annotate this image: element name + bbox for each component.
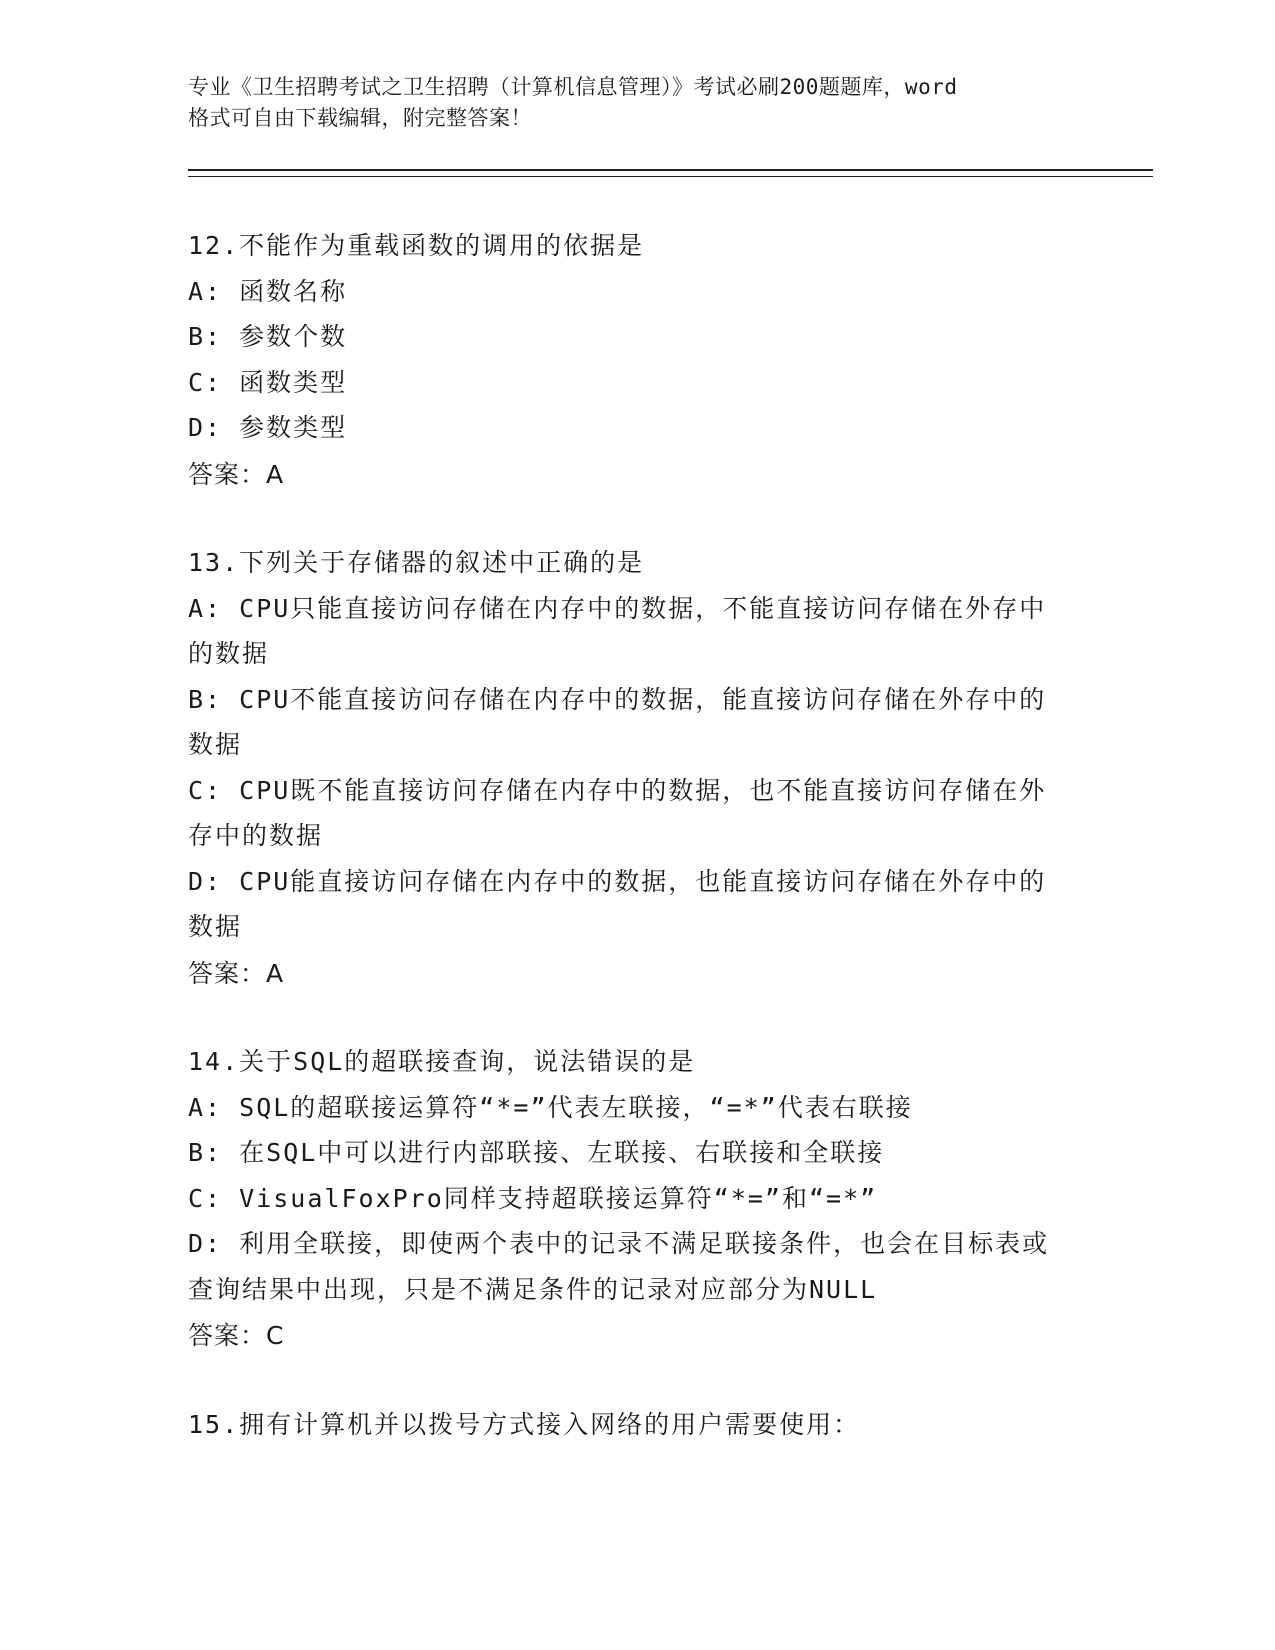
answer: 答案：C <box>188 1321 285 1350</box>
header-divider <box>188 169 1153 177</box>
question-12 <box>188 223 1148 497</box>
question-stem: 13.下列关于存储器的叙述中正确的是 <box>188 548 645 577</box>
option-d: D: CPU能直接访问存储在内存中的数据，也能直接访问存储在外存中的数据 <box>188 866 1047 941</box>
option-d: D: 利用全联接，即使两个表中的记录不满足联接条件，也会在目标表或查询结果中出现，只是不满足条件的记录对应部分为NULL <box>188 1229 1050 1304</box>
option-c: C: 函数类型 <box>188 367 348 397</box>
question-stem: 12.不能作为重载函数的调用的依据是 <box>188 231 645 260</box>
option-b: B: CPU不能直接访问存储在内存中的数据，能直接访问存储在外存中的数据 <box>188 684 1047 759</box>
question-stem: 15.拥有计算机并以拨号方式接入网络的用户需要使用： <box>188 1409 861 1439</box>
question-stem: 14.关于SQL的超联接查询，说法错误的是 <box>188 1047 696 1076</box>
question-list <box>188 223 1148 1447</box>
option-a: A: SQL的超联接运算符“*=”代表左联接，“=*”代表右联接 <box>188 1092 913 1122</box>
option-b: B: 在SQL中可以进行内部联接、左联接、右联接和全联接 <box>188 1138 885 1167</box>
question-15 <box>188 1402 1148 1448</box>
option-d: D: 参数类型 <box>188 413 348 442</box>
answer: 答案：A <box>188 459 285 489</box>
header-line-1: 专业《卫生招聘考试之卫生招聘（计算机信息管理）》考试必刷200题题库，word <box>188 75 958 99</box>
option-c: C: VisualFoxPro同样支持超联接运算符“*=”和“=*” <box>188 1183 878 1213</box>
document-page <box>188 72 1148 1447</box>
question-14 <box>188 1039 1148 1359</box>
option-b: B: 参数个数 <box>188 322 348 351</box>
document-header <box>188 72 1088 134</box>
option-a: A: 函数名称 <box>188 276 348 306</box>
option-a: A: CPU只能直接访问存储在内存中的数据，不能直接访问存储在外存中的数据 <box>188 593 1047 668</box>
option-c: C: CPU既不能直接访问存储在内存中的数据，也不能直接访问存储在外存中的数据 <box>188 775 1047 850</box>
header-line-2: 格式可自由下载编辑，附完整答案！ <box>188 106 532 130</box>
answer: 答案：A <box>188 958 285 988</box>
question-13 <box>188 540 1148 996</box>
